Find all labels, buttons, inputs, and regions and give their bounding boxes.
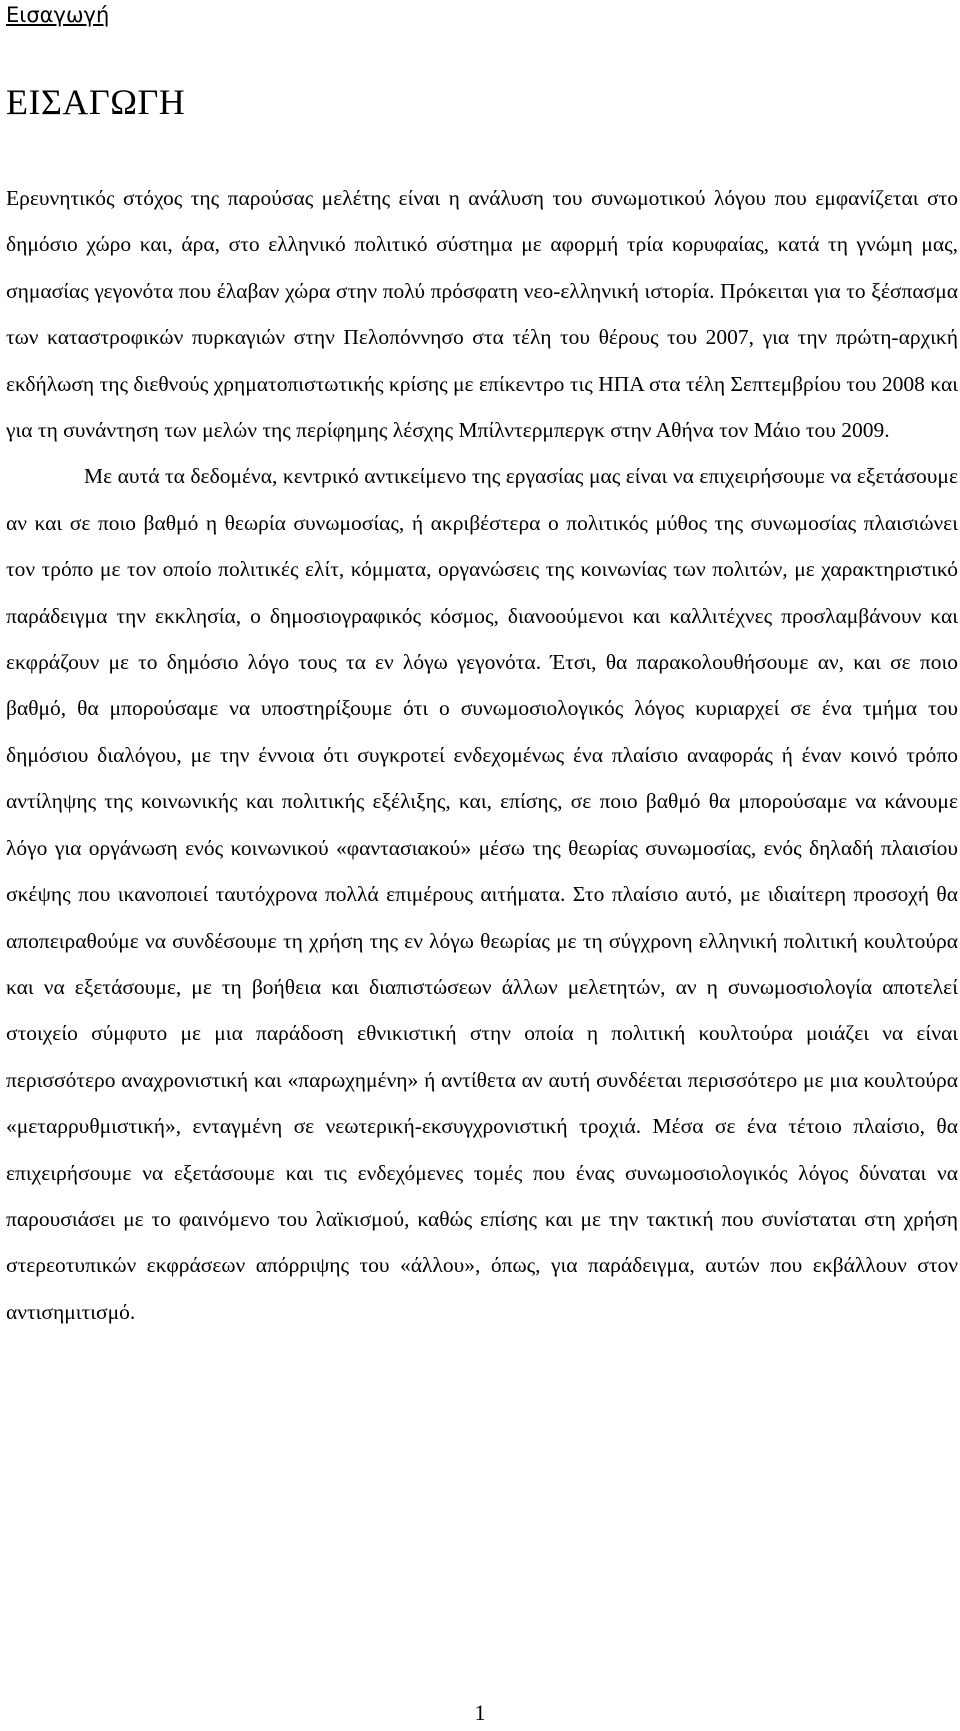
section-header-link[interactable]: Εισαγωγή (6, 3, 110, 27)
page-title: ΕΙΣΑΓΩΓΗ (6, 82, 186, 122)
page-number: 1 (474, 1700, 486, 1725)
paragraph-1: Ερευνητικός στόχος της παρούσας μελέτης είναι η ανάλυση του συνωμοτικού λόγου που εμφανίζεται στο δημόσιο χώρο και, άρα, στο ελληνικό πολιτικό σύστημα με αφορμή τρία κορυφαίας, κατά τη γνώμη μας, σημασίας γεγονότα που έλαβαν χώρα στην πολύ πρόσφατη νεο-ελληνική ιστορία. Πρόκειται για το ξέσπασμα των καταστροφικών πυρκαγιών στην Πελοπόννησο στα τέλη του θέρους του 2007, για την πρώτη-αρχική εκδήλωση της διεθνούς χρηματοπιστωτικής κρίσης με επίκεντρο τις ΗΠΑ στα τέλη Σεπτεμβρίου του 2008 και για τη συνάντηση των μελών της περίφημης λέσχης Μπίλντερμπεργκ στην Αθήνα τον Μάιο του 2009. (6, 186, 958, 443)
paragraph-2: Με αυτά τα δεδομένα, κεντρικό αντικείμενο της εργασίας μας είναι να επιχειρήσουμε να εξετάσουμε αν και σε ποιο βαθμό η θεωρία συνωμοσίας, ή ακριβέστερα ο πολιτικός μύθος της συνωμοσίας πλαισιώνει τον τρόπο με τον οποίο πολιτικές ελίτ, κόμματα, οργανώσεις της κοινωνίας των πολιτών, με χαρακτηριστικό παράδειγμα την εκκλησία, ο δημοσιογραφικός κόσμος, διανοούμενοι και καλλιτέχνες προσλαμβάνουν και εκφράζουν με το δημόσιο λόγο τους τα εν λόγω γεγονότα. Έτσι, θα παρακολουθήσουμε αν, και σε ποιο βαθμό, θα μπορούσαμε να υποστηρίξουμε ότι ο συνωμοσιολογικός λόγος κυριαρχεί σε ένα τμήμα του δημόσιου διαλόγου, με την έννοια ότι συγκροτεί ενδεχομένως ένα πλαίσιο αναφοράς ή έναν κοινό τρόπο αντίληψης της κοινωνικής και πολιτικής εξέλιξης, και, επίσης, σε ποιο βαθμό θα μπορούσαμε να κάνουμε λόγο για οργάνωση ενός κοινωνικού «φαντασιακού» μέσω της θεωρίας συνωμοσίας, ενός δηλαδή πλαισίου σκέψης που ικανοποιεί ταυτόχρονα πολλά επιμέρους αιτήματα. Στο πλαίσιο αυτό, με ιδιαίτερη προσοχή θα αποπειραθούμε να συνδέσουμε τη χρήση της εν λόγω θεωρίας με τη σύγχρονη ελληνική πολιτική κουλτούρα και να εξετάσουμε, με τη βοήθεια και διαπιστώσεων άλλων μελετητών, αν η συνωμοσιολογία αποτελεί στοιχείο σύμφυτο με μια παράδοση εθνικιστική στην οποία η πολιτική κουλτούρα μοιάζει να είναι περισσότερο αναχρονιστική και «παρωχημένη» ή αντίθετα αν αυτή συνδέεται περισσότερο με μια κουλτούρα «μεταρρυθμιστική», ενταγμένη σε νεωτερική-εκσυγχρονιστική τροχιά. Μέσα σε ένα τέτοιο πλαίσιο, θα επιχειρήσουμε να εξετάσουμε και τις ενδεχόμενες τομές που ένας συνωμοσιολογικός λόγος δύναται να παρουσιάσει με το φαινόμενο του λαϊκισμού, καθώς επίσης και με την τακτική που συνίσταται στη χρήση στερεοτυπικών εκφράσεων απόρριψης του «άλλου», όπως, για παράδειγμα, αυτών που εκβάλλουν στον αντισημιτισμό. (6, 464, 958, 1324)
document-body (6, 175, 958, 1335)
